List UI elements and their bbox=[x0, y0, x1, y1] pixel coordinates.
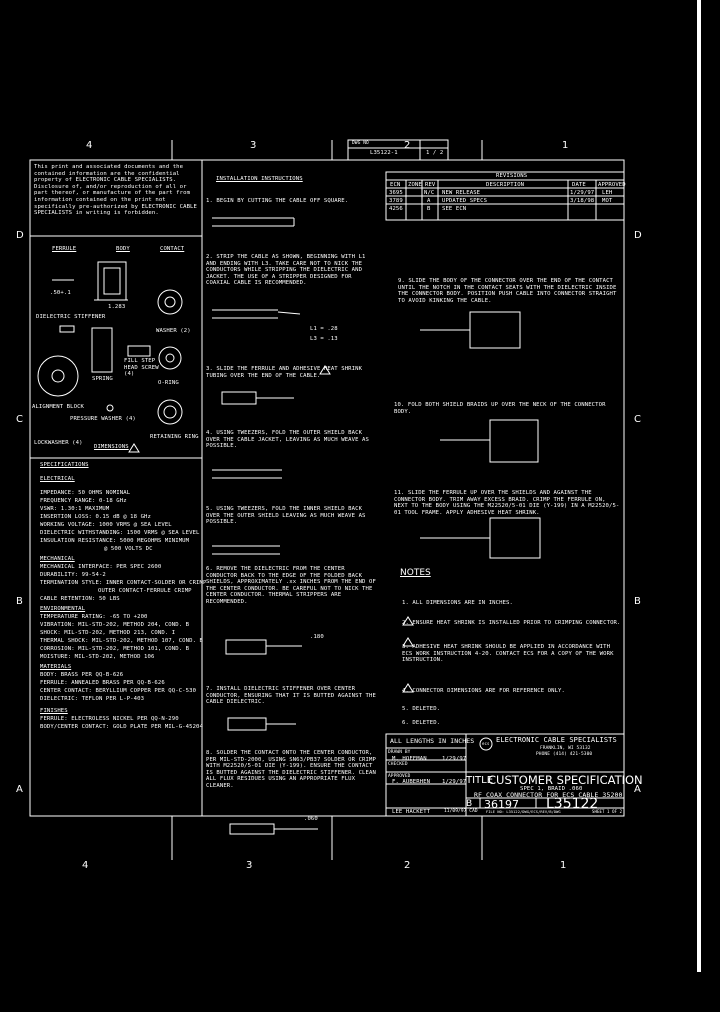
zone-row-c: C bbox=[16, 414, 23, 425]
part-spring-label: SPRING bbox=[92, 376, 113, 382]
environmental-title: ENVIRONMENTAL bbox=[40, 606, 86, 612]
install-step-6: 6. REMOVE THE DIELECTRIC FROM THE CENTER CONDUCTOR BACK TO THE EDGE OF THE FOLDED BACK SHIELDS, APPROXIMATELY .xx INCHES FROM THE END OF THE CENTER CONDUCTOR. BE CAREFUL NOT TO NICK THE CENTER CONDUCTOR. THERMAL STRIPPERS ARE RECOMMENDED. bbox=[206, 566, 376, 605]
part-fill-step-label: FILL STEP HEAD SCREW (4) bbox=[124, 358, 159, 378]
note-4: 4. CONNECTOR DIMENSIONS ARE FOR REFERENCE ONLY. bbox=[402, 688, 565, 694]
rev-row-1-date: 3/18/98 bbox=[570, 198, 595, 204]
installation-title: INSTALLATION INSTRUCTIONS bbox=[216, 176, 303, 182]
rev-row-1-ecn: 3789 bbox=[389, 198, 403, 204]
dwg-no-title-block: L35122 bbox=[546, 796, 599, 812]
zone-row-c-right: C bbox=[634, 414, 641, 425]
company-address: FRANKLIN, WI 53132 bbox=[540, 746, 591, 751]
rev-row-1-desc: UPDATED SPECS bbox=[442, 198, 488, 204]
spec-electrical-3: INSERTION LOSS: 0.15 dB @ 18 GHz bbox=[40, 514, 151, 520]
install-step-1: 1. BEGIN BY CUTTING THE CABLE OFF SQUARE. bbox=[206, 198, 349, 204]
spec-materials-2: CENTER CONTACT: BERYLLIUM COPPER PER QQ-C-530 bbox=[40, 688, 197, 694]
part-retaining-ring-label: RETAINING RING bbox=[150, 434, 199, 440]
rev-row-0-desc: NEW RELEASE bbox=[442, 190, 481, 196]
install-step-4: 4. USING TWEEZERS, FOLD THE OUTER SHIELD BACK OVER THE CABLE JACKET, LEAVING AS MUCH WEAVE AS POSSIBLE. bbox=[206, 430, 369, 450]
zone-col-4: 4 bbox=[86, 140, 93, 151]
dwg-no-label: DWG NO bbox=[352, 141, 369, 146]
mechanical-title: MECHANICAL bbox=[40, 556, 75, 562]
dim-50-label: .50+.1 bbox=[50, 290, 71, 296]
install-step-10: 10. FOLD BOTH SHIELD BRAIDS UP OVER THE NECK OF THE CONNECTOR BODY. bbox=[394, 402, 606, 415]
rev-row-0-ecn: 3695 bbox=[389, 190, 403, 196]
zone-row-a-right: A bbox=[634, 784, 641, 795]
spec-mechanical-3: OUTER CONTACT-FERRULE CRIMP bbox=[98, 588, 192, 594]
subtitle-2: RF COAX CONNECTOR FOR ECS CABLE 35200 bbox=[474, 791, 623, 799]
spec-mechanical-0: MECHANICAL INTERFACE: PER SPEC 2600 bbox=[40, 564, 162, 570]
bottom-left-value: LEE HACKETT bbox=[392, 809, 431, 815]
proprietary-notice: This print and associated documents and the contained information are the confidential property of ELECTRONIC CABLE SPECIALISTS. Disclosure of, and/or reproduction of all or part thereof, or manufacture of the part from information contained on the print not specifically pre-authorized by ELECTRONIC CABLE SPECIALISTS in writing is forbidden. bbox=[34, 164, 197, 217]
spec-environmental-2: SHOCK: MIL-STD-202, METHOD 213, COND. I bbox=[40, 630, 176, 636]
rev-row-1-approved: MOT bbox=[602, 198, 613, 204]
spec-environmental-0: TEMPERATURE RATING: -65 TO +200 bbox=[40, 614, 148, 620]
spec-finishes-1: BODY/CENTER CONTACT: GOLD PLATE PER MIL-G-45204 bbox=[40, 724, 203, 730]
rev-row-1-rev: A bbox=[427, 198, 431, 204]
dim-1283-label: 1.283 bbox=[108, 304, 126, 310]
zone-col-4-bottom: 4 bbox=[82, 860, 89, 871]
install-step-9: 9. SLIDE THE BODY OF THE CONNECTOR OVER THE END OF THE CONTACT UNTIL THE NOTCH IN THE CONTACT SEATS WITH THE DIELECTRIC INSIDE THE CONNECTOR BODY. POSITION PUSH CABLE INTO CONNECTOR STRAIGHT TO AVOID KINKING THE CABLE. bbox=[398, 278, 617, 304]
install-step-2: 2. STRIP THE CABLE AS SHOWN, BEGINNING WITH L1 AND ENDING WITH L3. TAKE CARE NOT TO NICK THE CONDUCTORS WHILE STRIPPING THE DIELECTRIC AND JACKET. THE USE OF A STRIPPER DESIGNED FOR COAXIAL CABLE IS RECOMMENDED. bbox=[206, 254, 366, 287]
rev-row-0-approved: LEH bbox=[602, 190, 613, 196]
rev-row-0-date: 1/29/97 bbox=[570, 190, 595, 196]
specifications-title: SPECIFICATIONS bbox=[40, 462, 89, 468]
rev-header-zone: ZONE bbox=[408, 182, 422, 188]
company-name: ELECTRONIC CABLE SPECIALISTS bbox=[496, 736, 617, 744]
cage-value: 36197 bbox=[484, 798, 519, 811]
file-no-value: FILE NO: L35122/DWG/ECS/REV/B/DWG bbox=[486, 810, 561, 814]
spec-environmental-1: VIBRATION: MIL-STD-202, METHOD 204, COND. B bbox=[40, 622, 190, 628]
dwg-sheet-value: 1 / 2 bbox=[426, 150, 444, 156]
drawn-by-value: M. HOFFMAN bbox=[392, 756, 427, 762]
title-value: CUSTOMER SPECIFICATION bbox=[488, 773, 643, 787]
part-alignment-block-label: ALIGNMENT BLOCK bbox=[32, 404, 85, 410]
part-contact-label: CONTACT bbox=[160, 246, 185, 252]
spec-electrical-2: VSWR: 1.30:1 MAXIMUM bbox=[40, 506, 110, 512]
spec-electrical-5: DIELECTRIC WITHSTANDING: 1500 VRMS @ SEA LEVEL bbox=[40, 530, 200, 536]
spec-materials-0: BODY: BRASS PER QQ-B-626 bbox=[40, 672, 124, 678]
zone-row-b-right: B bbox=[634, 596, 641, 607]
install-step-8: 8. SOLDER THE CONTACT ONTO THE CENTER CONDUCTOR, PER MIL-STD-2000, USING SN63/PB37 SOLDER OR CRIMP WITH M22520/5-01 DIE (Y-199). ENSURE THE CONTACT IS BUTTED AGAINST THE DIELECTRIC STIFFENER. CLEAN ALL FLUX RESIDUES USING AN APPROPRIATE FLUX CLEANER. bbox=[206, 750, 376, 789]
approved-by-value: F. AUBERHEN bbox=[392, 779, 431, 785]
spec-electrical-1: FREQUENCY RANGE: 0-18 GHz bbox=[40, 498, 127, 504]
finishes-title: FINISHES bbox=[40, 708, 68, 714]
zone-row-d: D bbox=[16, 230, 24, 241]
zone-col-1-bottom: 1 bbox=[560, 860, 567, 871]
part-o-ring-label: O-RING bbox=[158, 380, 179, 386]
l1-label: L1 = .28 bbox=[310, 326, 338, 332]
note-5: 5. DELETED. bbox=[402, 706, 441, 712]
zone-row-b: B bbox=[16, 596, 23, 607]
dim-060-label: .060 bbox=[304, 816, 318, 822]
install-step-3: 3. SLIDE THE FERRULE AND ADHESIVE HEAT SHRINK TUBING OVER THE END OF THE CABLE. bbox=[206, 366, 363, 379]
drawn-date-value: 1/29/97 bbox=[442, 756, 467, 762]
size-value: B bbox=[466, 799, 473, 809]
install-step-11: 11. SLIDE THE FERRULE UP OVER THE SHIELDS AND AGAINST THE CONNECTOR BODY. TRIM AWAY EXCESS BRAID. CRIMP THE FERRULE ON, NEXT TO THE BODY USING THE M22520/5-01 DIE (Y-199) IN A M22520/5-01 TOOL FRAME. APPLY ADHESIVE HEAT SHRINK. bbox=[394, 490, 620, 516]
rev-header-ecn: ECN bbox=[390, 182, 401, 188]
drawn-by-label: DRAWN BY bbox=[388, 750, 411, 755]
rev-row-2-desc: SEE ECN bbox=[442, 206, 467, 212]
rev-row-2-ecn: 4256 bbox=[389, 206, 403, 212]
rev-header-approved: APPROVED bbox=[598, 182, 626, 188]
spec-environmental-5: MOISTURE: MIL-STD-202, METHOD 106 bbox=[40, 654, 155, 660]
dimensions-label: DIMENSIONS bbox=[94, 444, 129, 450]
bottom-date-value: 11/09/97 CAD bbox=[444, 809, 478, 814]
subtitle-1: SPEC 1, BRAID .060 bbox=[520, 786, 583, 792]
notes-title: NOTES bbox=[400, 568, 431, 578]
approved-label: APPROVED bbox=[388, 774, 411, 779]
sheet-value: SHEET 1 OF 2 bbox=[592, 809, 623, 814]
company-logo: ecs bbox=[482, 741, 490, 746]
l3-label: L3 = .13 bbox=[310, 336, 338, 342]
spec-materials-3: DIELECTRIC: TEFLON PER L-P-403 bbox=[40, 696, 145, 702]
rev-header-date: DATE bbox=[572, 182, 586, 188]
part-pressure-washer-label: PRESSURE WASHER (4) bbox=[70, 416, 136, 422]
electrical-title: ELECTRICAL bbox=[40, 476, 75, 482]
zone-col-2-bottom: 2 bbox=[404, 860, 411, 871]
materials-title: MATERIALS bbox=[40, 664, 72, 670]
spec-environmental-3: THERMAL SHOCK: MIL-STD-202, METHOD 107, COND. B bbox=[40, 638, 203, 644]
spec-electrical-4: WORKING VOLTAGE: 1000 VRMS @ SEA LEVEL bbox=[40, 522, 172, 528]
spec-mechanical-2: TERMINATION STYLE: INNER CONTACT-SOLDER OR CRIMP bbox=[40, 580, 207, 586]
spec-mechanical-4: CABLE RETENTION: 50 LBS bbox=[40, 596, 120, 602]
checked-label: CHECKED bbox=[388, 762, 408, 767]
part-ferrule-label: FERRULE bbox=[52, 246, 77, 252]
zone-col-2: 2 bbox=[404, 140, 411, 151]
all-lengths-label: ALL LENGTHS IN INCHES bbox=[390, 737, 475, 745]
install-step-5: 5. USING TWEEZERS, FOLD THE INNER SHIELD BACK OVER THE OUTER SHIELD LEAVING AS MUCH WEAVE AS POSSIBLE. bbox=[206, 506, 366, 526]
zone-col-1: 1 bbox=[562, 140, 569, 151]
zone-col-3-bottom: 3 bbox=[246, 860, 253, 871]
note-1: 1. ALL DIMENSIONS ARE IN INCHES. bbox=[402, 600, 513, 606]
note-3: 3. ADHESIVE HEAT SHRINK SHOULD BE APPLIED IN ACCORDANCE WITH ECS WORK INSTRUCTION 4-20. CONTACT ECS FOR A COPY OF THE WORK INSTRUCTION. bbox=[402, 644, 614, 664]
zone-col-3: 3 bbox=[250, 140, 257, 151]
install-step-7: 7. INSTALL DIELECTRIC STIFFENER OVER CENTER CONDUCTOR, ENSURING THAT IT IS BUTTED AGAINST THE CABLE DIELECTRIC. bbox=[206, 686, 376, 706]
approved-date-value: 1/29/97 bbox=[442, 779, 467, 785]
revisions-title: REVISIONS bbox=[496, 173, 528, 179]
part-dielectric-stiffener-label: DIELECTRIC STIFFENER bbox=[36, 314, 106, 320]
spec-materials-1: FERRULE: ANNEALED BRASS PER QQ-B-626 bbox=[40, 680, 165, 686]
rev-row-0-rev: N/C bbox=[424, 190, 435, 196]
spec-electrical-6: INSULATION RESISTANCE: 5000 MEGOHMS MINIMUM bbox=[40, 538, 190, 544]
note-6: 6. DELETED. bbox=[402, 720, 441, 726]
rev-header-rev: REV bbox=[425, 182, 436, 188]
zone-row-a: A bbox=[16, 784, 23, 795]
rev-row-2-rev: B bbox=[427, 206, 431, 212]
spec-mechanical-1: DURABILITY: 99-54-2 bbox=[40, 572, 106, 578]
rev-header-description: DESCRIPTION bbox=[486, 182, 525, 188]
part-body-label: BODY bbox=[116, 246, 130, 252]
spec-electrical-7: @ 500 VOLTS DC bbox=[104, 546, 153, 552]
part-washer-label: WASHER (2) bbox=[156, 328, 191, 334]
spec-environmental-4: CORROSION: MIL-STD-202, METHOD 101, COND. B bbox=[40, 646, 190, 652]
part-lockwasher-label: LOCKWASHER (4) bbox=[34, 440, 83, 446]
zone-row-d-right: D bbox=[634, 230, 642, 241]
dwg-no-value: L35122-1 bbox=[370, 150, 398, 156]
company-phone: PHONE (414) 421-5300 bbox=[536, 752, 593, 757]
dim-180-label: .180 bbox=[310, 634, 324, 640]
spec-finishes-0: FERRULE: ELECTROLESS NICKEL PER QQ-N-290 bbox=[40, 716, 179, 722]
spec-electrical-0: IMPEDANCE: 50 OHMS NOMINAL bbox=[40, 490, 131, 496]
title-label: TITLE bbox=[466, 775, 494, 786]
note-2: 2. ENSURE HEAT SHRINK IS INSTALLED PRIOR TO CRIMPING CONNECTOR. bbox=[402, 620, 621, 626]
